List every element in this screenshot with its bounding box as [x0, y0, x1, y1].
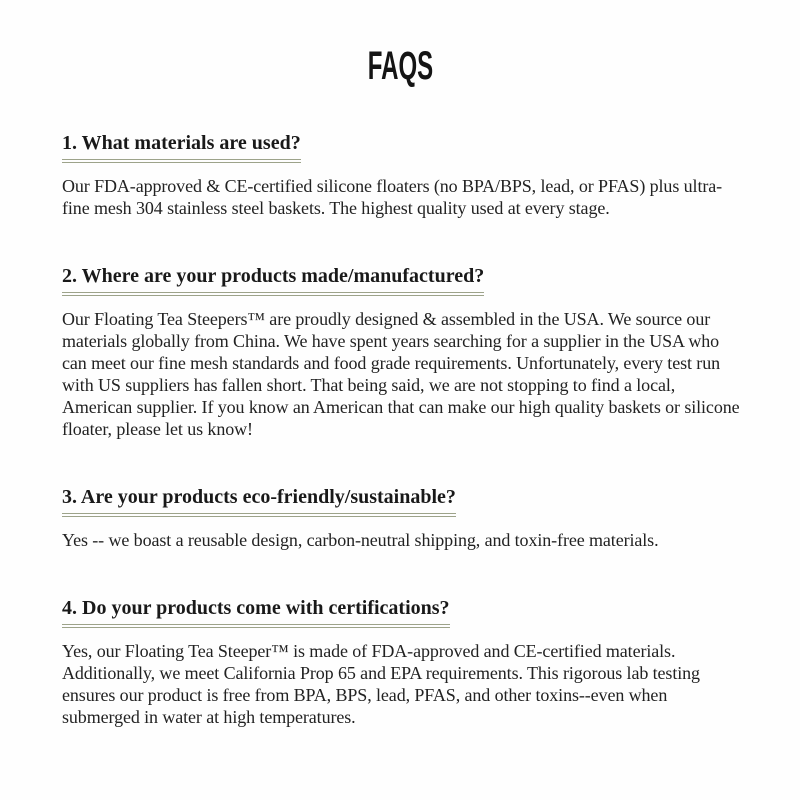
page-title-row — [0, 44, 800, 88]
faq-answer-certifications: Yes, our Floating Tea Steeper™ is made of FDA-approved and CE-certified materials. Additionally, we meet California Prop 65 and EPA requirements. This rigorous lab testing ensures our product is free from BPA, BPS, lead, PFAS, and other toxins--even when submerged in water at high temperatures. — [62, 641, 700, 727]
faq-question-manufacturing: 2. Where are your products made/manufactured? — [62, 265, 484, 296]
faq-list — [62, 132, 740, 728]
faq-answer-manufacturing: Our Floating Tea Steepers™ are proudly designed & assembled in the USA. We source our materials globally from China. We have spent years searching for a supplier in the USA who can meet our fine mesh standards and food grade requirements. Unfortunately, every test run with US suppliers has fallen short. That being said, we are not stopping to find a local, American supplier. If you know an American that can make our high quality baskets or silicone floater, please let us know! — [62, 309, 740, 439]
faq-question-certifications: 4. Do your products come with certifications? — [62, 597, 450, 628]
page-title: FAQS — [367, 44, 433, 88]
faq-section-materials — [62, 132, 740, 219]
faq-section-sustainability — [62, 486, 740, 551]
faq-answer-materials: Our FDA-approved & CE-certified silicone floaters (no BPA/BPS, lead, or PFAS) plus ultra-fine mesh 304 stainless steel baskets. The highest quality used at every stage. — [62, 176, 723, 218]
faq-section-certifications — [62, 597, 740, 728]
faq-answer-sustainability: Yes -- we boast a reusable design, carbon-neutral shipping, and toxin-free materials. — [62, 530, 659, 550]
faq-question-sustainability: 3. Are your products eco-friendly/sustainable? — [62, 486, 456, 517]
faq-section-manufacturing — [62, 265, 740, 440]
faq-question-materials: 1. What materials are used? — [62, 132, 301, 163]
